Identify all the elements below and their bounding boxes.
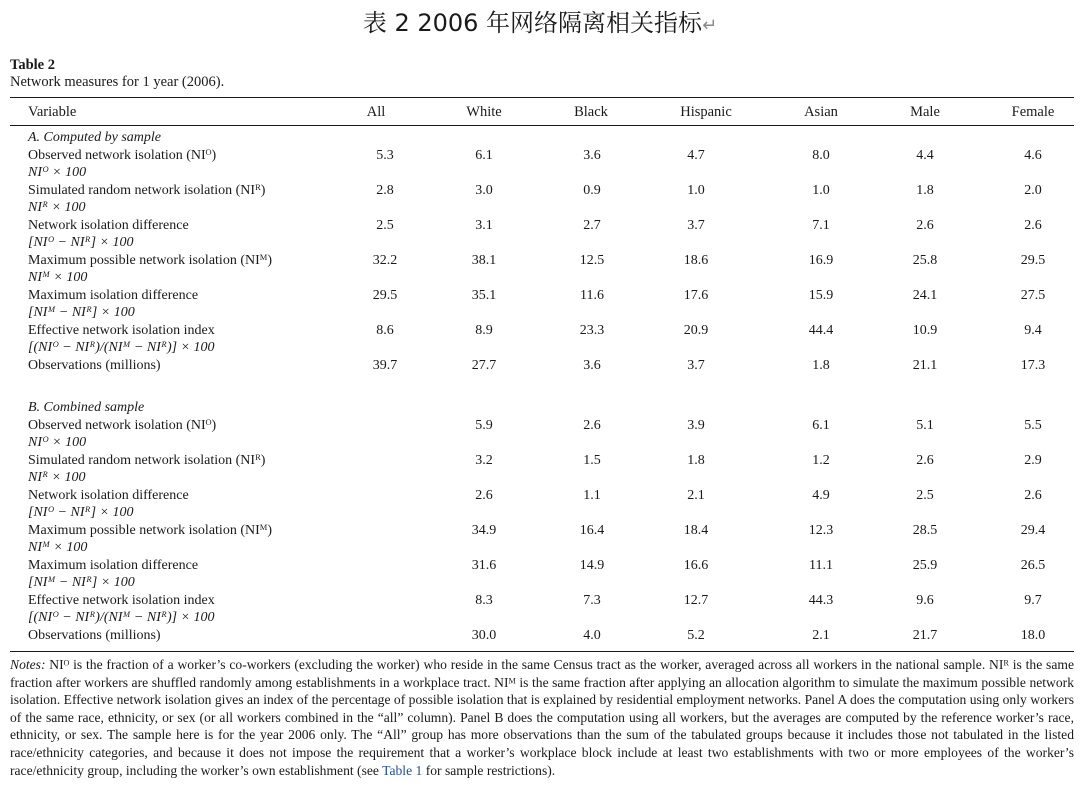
cell-asian: 6.1 <box>812 417 830 433</box>
cell-female: 4.6 <box>1024 147 1042 163</box>
cell-male: 2.5 <box>916 487 934 503</box>
cell-all: 2.5 <box>376 217 394 233</box>
cell-black: 0.9 <box>583 182 601 198</box>
row-formula: [NIᴹ − NIᴿ] × 100 <box>28 305 135 320</box>
table-bottom-rule <box>10 651 1074 652</box>
panel-title: B. Combined sample <box>28 400 145 415</box>
header-asian: Asian <box>804 104 838 120</box>
header-all: All <box>366 104 386 120</box>
cell-hispanic: 17.6 <box>683 287 709 303</box>
cell-asian: 12.3 <box>808 522 834 538</box>
table-label: Table 2 <box>10 57 55 73</box>
table-notes <box>10 656 1074 779</box>
cell-all: 29.5 <box>372 287 398 303</box>
cell-male: 2.6 <box>916 217 934 233</box>
row-formula: [NIᴼ − NIᴿ] × 100 <box>28 235 134 250</box>
cell-white: 34.9 <box>471 522 497 538</box>
cell-white: 31.6 <box>471 557 497 573</box>
row-formula: NIᴹ × 100 <box>28 540 88 555</box>
row-label: Effective network isolation index <box>28 592 215 608</box>
row-label: Observed network isolation (NIᴼ) <box>28 147 217 163</box>
chinese-title <box>0 3 1080 38</box>
header-rule <box>10 125 1074 126</box>
cell-hispanic: 18.4 <box>683 522 709 538</box>
header-black: Black <box>574 104 608 120</box>
header-female: Female <box>1011 104 1055 120</box>
row-formula: NIᴹ × 100 <box>28 270 88 285</box>
cell-all: 2.8 <box>376 182 394 198</box>
table-top-rule <box>10 97 1074 98</box>
cell-asian: 2.1 <box>812 627 830 643</box>
cell-female: 5.5 <box>1024 417 1042 433</box>
cell-hispanic: 2.1 <box>687 487 705 503</box>
cell-white: 5.9 <box>475 417 493 433</box>
row-label: Maximum isolation difference <box>28 287 199 303</box>
row-label: Observations (millions) <box>28 627 161 643</box>
cell-male: 28.5 <box>912 522 938 538</box>
cell-hispanic: 16.6 <box>683 557 709 573</box>
row-label: Simulated random network isolation (NIᴿ) <box>28 182 266 198</box>
panel-title: A. Computed by sample <box>28 130 161 145</box>
notes-text-end: for sample restrictions). <box>422 762 556 778</box>
cell-male: 4.4 <box>916 147 934 163</box>
cell-asian: 7.1 <box>812 217 830 233</box>
cell-hispanic: 5.2 <box>687 627 705 643</box>
cell-hispanic: 4.7 <box>687 147 705 163</box>
cell-hispanic: 3.7 <box>687 357 705 373</box>
cell-all: 8.6 <box>376 322 394 338</box>
notes-text: NIᴼ is the fraction of a worker’s co-workers (excluding the worker) who reside in the same Census tract as the worker, averaged across all workers in the national sample. NIᴿ is the same fraction after workers are shuffled randomly among establishments in a workplace tract. NIᴹ is the same fraction after applying an allocation algorithm to simulate the maximum possible network isolation. Effective network isolation gives an index of the percentage of possible isolation that is explained by residential employment networks. Panel A does the computation using only workers of the same race, ethnicity, or sex (or all workers combined in the “all” column). Panel B does the computation using all workers, but the averages are computed by the reference worker’s race, ethnicity, or sex. The sample here is for the year 2006 only. The “All” group has more observations than the sum of the tabulated groups because it includes those not tabulated in the listed race/ethnicity categories, and because it does not impose the requirement that a worker’s workplace block include at least two establishments with two or more employees of the worker’s race/ethnicity group, including the worker’s own establishment (see <box>10 657 1074 778</box>
cell-all: 39.7 <box>372 357 398 373</box>
cell-black: 3.6 <box>583 357 601 373</box>
cell-asian: 15.9 <box>808 287 834 303</box>
row-label: Network isolation difference <box>28 217 189 233</box>
cell-white: 2.6 <box>475 487 493 503</box>
cell-hispanic: 1.0 <box>687 182 705 198</box>
row-formula: [(NIᴼ − NIᴿ)/(NIᴹ − NIᴿ)] × 100 <box>28 340 215 355</box>
cell-asian: 1.0 <box>812 182 830 198</box>
header-white: White <box>466 104 502 120</box>
row-formula: [(NIᴼ − NIᴿ)/(NIᴹ − NIᴿ)] × 100 <box>28 610 215 625</box>
cell-black: 11.6 <box>580 287 604 303</box>
cell-female: 17.3 <box>1020 357 1046 373</box>
cell-female: 18.0 <box>1020 627 1046 643</box>
row-label: Maximum isolation difference <box>28 557 199 573</box>
cell-female: 29.4 <box>1020 522 1046 538</box>
cell-asian: 16.9 <box>808 252 834 268</box>
cell-female: 2.6 <box>1024 217 1042 233</box>
cell-black: 2.6 <box>583 417 601 433</box>
cell-white: 38.1 <box>471 252 497 268</box>
row-label: Simulated random network isolation (NIᴿ) <box>28 452 266 468</box>
cell-asian: 11.1 <box>809 557 833 573</box>
cell-black: 1.1 <box>583 487 601 503</box>
return-mark-icon: ↵ <box>702 15 718 36</box>
cell-asian: 44.3 <box>808 592 834 608</box>
cell-white: 3.2 <box>475 452 493 468</box>
cell-asian: 4.9 <box>812 487 830 503</box>
cell-male: 5.1 <box>916 417 934 433</box>
cell-male: 10.9 <box>912 322 938 338</box>
header-hispanic: Hispanic <box>680 104 732 120</box>
cell-hispanic: 3.7 <box>687 217 705 233</box>
cell-black: 3.6 <box>583 147 601 163</box>
cell-female: 2.9 <box>1024 452 1042 468</box>
header-male: Male <box>910 104 940 120</box>
cell-male: 21.1 <box>912 357 938 373</box>
cell-white: 3.0 <box>475 182 493 198</box>
chinese-title-text: 表 2 2006 年网络隔离相关指标 <box>362 9 703 37</box>
cell-female: 29.5 <box>1020 252 1046 268</box>
cell-hispanic: 1.8 <box>687 452 705 468</box>
cell-female: 9.7 <box>1024 592 1042 608</box>
row-label: Observed network isolation (NIᴼ) <box>28 417 217 433</box>
cell-male: 9.6 <box>916 592 934 608</box>
row-label: Network isolation difference <box>28 487 189 503</box>
cell-hispanic: 20.9 <box>683 322 709 338</box>
cell-female: 2.6 <box>1024 487 1042 503</box>
row-label: Effective network isolation index <box>28 322 215 338</box>
cell-black: 1.5 <box>583 452 601 468</box>
cell-male: 25.8 <box>912 252 938 268</box>
row-formula: NIᴿ × 100 <box>28 470 86 485</box>
cell-asian: 44.4 <box>808 322 834 338</box>
cell-black: 16.4 <box>579 522 605 538</box>
cell-black: 4.0 <box>583 627 601 643</box>
cell-female: 2.0 <box>1024 182 1042 198</box>
cell-asian: 8.0 <box>812 147 830 163</box>
row-formula: NIᴼ × 100 <box>28 165 87 180</box>
cell-male: 2.6 <box>916 452 934 468</box>
cell-male: 21.7 <box>912 627 938 643</box>
cell-female: 27.5 <box>1020 287 1046 303</box>
cell-female: 26.5 <box>1020 557 1046 573</box>
notes-label: Notes: <box>10 657 46 672</box>
row-formula: [NIᴹ − NIᴿ] × 100 <box>28 575 135 590</box>
cell-hispanic: 18.6 <box>683 252 709 268</box>
row-formula: NIᴼ × 100 <box>28 435 87 450</box>
cell-asian: 1.2 <box>812 452 830 468</box>
cell-male: 24.1 <box>912 287 938 303</box>
cell-female: 9.4 <box>1024 322 1042 338</box>
table-caption: Network measures for 1 year (2006). <box>10 74 225 90</box>
row-label: Maximum possible network isolation (NIᴹ) <box>28 522 272 538</box>
cell-white: 6.1 <box>475 147 493 163</box>
cell-hispanic: 3.9 <box>687 417 705 433</box>
cell-all: 5.3 <box>376 147 394 163</box>
cell-hispanic: 12.7 <box>683 592 709 608</box>
cell-white: 8.3 <box>475 592 493 608</box>
cell-black: 2.7 <box>583 217 601 233</box>
row-label: Maximum possible network isolation (NIᴹ) <box>28 252 272 268</box>
table-1-link[interactable]: Table 1 <box>382 762 423 778</box>
cell-male: 1.8 <box>916 182 934 198</box>
cell-black: 23.3 <box>579 322 605 338</box>
cell-male: 25.9 <box>912 557 938 573</box>
cell-black: 7.3 <box>583 592 601 608</box>
cell-white: 8.9 <box>475 322 493 338</box>
cell-all: 32.2 <box>372 252 398 268</box>
cell-white: 35.1 <box>471 287 497 303</box>
cell-black: 14.9 <box>579 557 605 573</box>
cell-black: 12.5 <box>579 252 605 268</box>
cell-white: 27.7 <box>471 357 497 373</box>
row-formula: [NIᴼ − NIᴿ] × 100 <box>28 505 134 520</box>
row-formula: NIᴿ × 100 <box>28 200 86 215</box>
cell-asian: 1.8 <box>812 357 830 373</box>
cell-white: 3.1 <box>475 217 493 233</box>
row-label: Observations (millions) <box>28 357 161 373</box>
header-variable: Variable <box>28 104 77 120</box>
cell-white: 30.0 <box>471 627 497 643</box>
